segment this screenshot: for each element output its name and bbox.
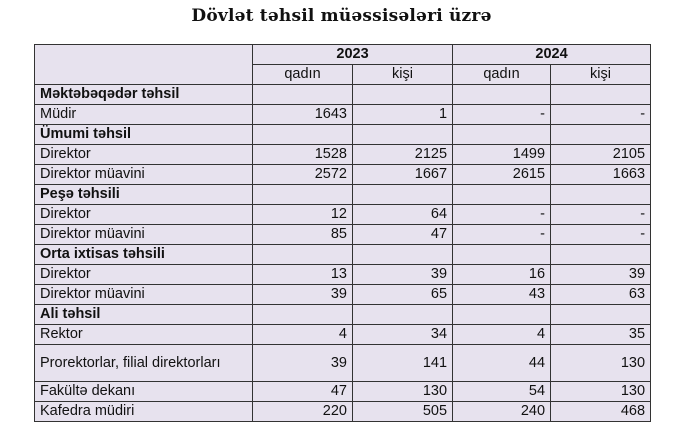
section-row <box>35 245 651 265</box>
value-cell: 13 <box>253 265 353 285</box>
value-cell: 220 <box>253 402 353 422</box>
value-cell: 2615 <box>453 165 551 185</box>
table-row <box>35 105 651 125</box>
value-cell: 505 <box>353 402 453 422</box>
year-header-row <box>35 45 651 65</box>
empty-cell <box>353 245 453 265</box>
section-label: Məktəbəqədər təhsil <box>35 85 253 105</box>
empty-cell <box>353 85 453 105</box>
table-row <box>35 225 651 245</box>
value-cell: - <box>453 225 551 245</box>
empty-cell <box>253 245 353 265</box>
section-row <box>35 305 651 325</box>
row-label: Direktor <box>35 145 253 165</box>
value-cell: 1499 <box>453 145 551 165</box>
table-row <box>35 205 651 225</box>
row-label: Müdir <box>35 105 253 125</box>
value-cell: - <box>453 205 551 225</box>
row-label: Prorektorlar, filial direktorları <box>35 345 253 382</box>
value-cell: 47 <box>253 382 353 402</box>
year-header-2024: 2024 <box>453 45 651 65</box>
value-cell: 39 <box>253 285 353 305</box>
value-cell: 54 <box>453 382 551 402</box>
page-title: Dövlət təhsil müəssisələri üzrə <box>191 6 492 26</box>
section-row <box>35 125 651 145</box>
gender-header-women-2023: qadın <box>253 65 353 85</box>
row-label: Fakültə dekanı <box>35 382 253 402</box>
value-cell: 63 <box>551 285 651 305</box>
value-cell: 39 <box>551 265 651 285</box>
empty-cell <box>353 305 453 325</box>
empty-cell <box>253 125 353 145</box>
row-label: Direktor müavini <box>35 285 253 305</box>
table-row <box>35 402 651 422</box>
value-cell: 12 <box>253 205 353 225</box>
value-cell: 16 <box>453 265 551 285</box>
value-cell: 39 <box>253 345 353 382</box>
value-cell: 47 <box>353 225 453 245</box>
empty-cell <box>551 125 651 145</box>
corner-cell <box>35 45 253 85</box>
row-label: Rektor <box>35 325 253 345</box>
value-cell: - <box>453 105 551 125</box>
empty-cell <box>453 245 551 265</box>
value-cell: 240 <box>453 402 551 422</box>
value-cell: 1643 <box>253 105 353 125</box>
value-cell: 130 <box>551 382 651 402</box>
gender-header-women-2024: qadın <box>453 65 551 85</box>
table-row <box>35 382 651 402</box>
row-label: Direktor müavini <box>35 225 253 245</box>
section-label: Orta ixtisas təhsili <box>35 245 253 265</box>
row-label: Direktor <box>35 265 253 285</box>
empty-cell <box>551 245 651 265</box>
table-row <box>35 285 651 305</box>
value-cell: 2125 <box>353 145 453 165</box>
empty-cell <box>453 85 551 105</box>
value-cell: 85 <box>253 225 353 245</box>
row-label: Kafedra müdiri <box>35 402 253 422</box>
value-cell: - <box>551 225 651 245</box>
table-row <box>35 325 651 345</box>
value-cell: 65 <box>353 285 453 305</box>
value-cell: 130 <box>551 345 651 382</box>
table-row <box>35 345 651 382</box>
value-cell: 35 <box>551 325 651 345</box>
empty-cell <box>253 305 353 325</box>
value-cell: 4 <box>453 325 551 345</box>
table-row <box>35 265 651 285</box>
empty-cell <box>253 185 353 205</box>
gender-header-men-2024: kişi <box>551 65 651 85</box>
row-label: Direktor <box>35 205 253 225</box>
value-cell: 2572 <box>253 165 353 185</box>
section-label: Ümumi təhsil <box>35 125 253 145</box>
table-row <box>35 165 651 185</box>
section-label: Ali təhsil <box>35 305 253 325</box>
section-label: Peşə təhsili <box>35 185 253 205</box>
value-cell: 1528 <box>253 145 353 165</box>
education-staff-table <box>34 44 651 422</box>
empty-cell <box>353 185 453 205</box>
empty-cell <box>551 185 651 205</box>
empty-cell <box>453 125 551 145</box>
table-row <box>35 145 651 165</box>
value-cell: 4 <box>253 325 353 345</box>
value-cell: 468 <box>551 402 651 422</box>
gender-header-men-2023: kişi <box>353 65 453 85</box>
value-cell: 39 <box>353 265 453 285</box>
value-cell: - <box>551 205 651 225</box>
section-row <box>35 85 651 105</box>
section-row <box>35 185 651 205</box>
empty-cell <box>551 85 651 105</box>
empty-cell <box>453 305 551 325</box>
value-cell: 43 <box>453 285 551 305</box>
empty-cell <box>253 85 353 105</box>
year-header-2023: 2023 <box>253 45 453 65</box>
empty-cell <box>353 125 453 145</box>
value-cell: 64 <box>353 205 453 225</box>
empty-cell <box>551 305 651 325</box>
value-cell: 1 <box>353 105 453 125</box>
empty-cell <box>453 185 551 205</box>
value-cell: 1667 <box>353 165 453 185</box>
row-label: Direktor müavini <box>35 165 253 185</box>
value-cell: 34 <box>353 325 453 345</box>
value-cell: 44 <box>453 345 551 382</box>
value-cell: 1663 <box>551 165 651 185</box>
value-cell: - <box>551 105 651 125</box>
value-cell: 141 <box>353 345 453 382</box>
value-cell: 130 <box>353 382 453 402</box>
value-cell: 2105 <box>551 145 651 165</box>
